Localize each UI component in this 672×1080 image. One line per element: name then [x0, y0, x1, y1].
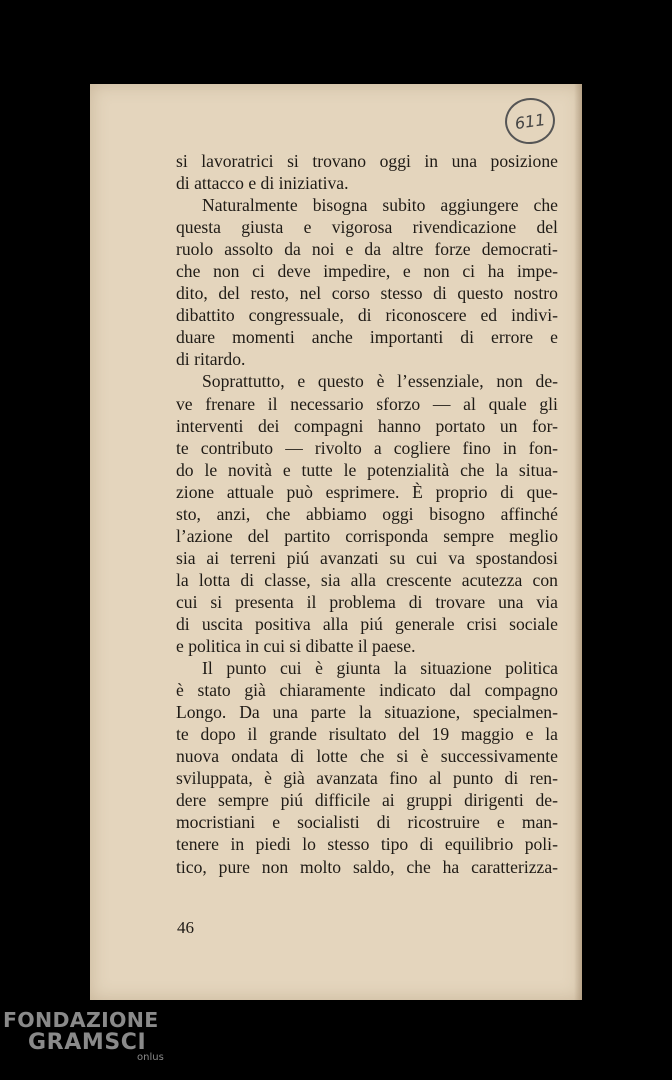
text-line: te contributo — rivolto a cogliere fino in fon-: [176, 437, 558, 458]
text-line: Il punto cui è giunta la situazione politica: [202, 658, 558, 679]
text-line: interventi dei compagni hanno portato un for-: [176, 415, 558, 436]
text-line: sviluppata, è già avanzata fino al punto di ren-: [176, 768, 558, 789]
text-line: di ritardo.: [176, 349, 246, 370]
text-line: e politica in cui si dibatte il paese.: [176, 636, 416, 657]
text-line: ve frenare il necessario sforzo — al quale gli: [176, 393, 558, 414]
text-line: sia ai terreni piú avanzati su cui va spostandosi: [176, 547, 558, 568]
text-line: dibattito congressuale, di riconoscere ed indivi-: [176, 305, 558, 326]
text-line: te dopo il grande risultato del 19 maggio e la: [176, 724, 558, 745]
text-line: tico, pure non molto saldo, che ha caratterizza-: [176, 856, 558, 877]
text-line: duare momenti anche importanti di errore e: [176, 327, 558, 348]
text-line: Longo. Da una parte la situazione, specialmen-: [176, 702, 558, 723]
text-line: mocristiani e socialisti di ricostruire e man-: [176, 812, 558, 833]
text-line: questa giusta e vigorosa rivendicazione del: [176, 217, 558, 238]
page-number: 46: [177, 918, 194, 937]
text-line: do le novità e tutte le potenzialità che la situa-: [176, 459, 558, 480]
text-line: l’azione del partito corrisponda sempre meglio: [176, 525, 558, 546]
text-line: dere sempre piú difficile ai gruppi dirigenti de-: [176, 790, 558, 811]
logo-fondazione: FONDAZIONE: [3, 1008, 159, 1032]
logo-gramsci: GRAMSCI: [28, 1030, 147, 1055]
logo-onlus: onlus: [137, 1052, 164, 1063]
folio-number: 611: [513, 109, 547, 133]
text-line: è stato già chiaramente indicato dal compagno: [176, 680, 558, 701]
text-line: Naturalmente bisogna subito aggiungere che: [202, 195, 558, 216]
text-line: ruolo assolto da noi e da altre forze democrati-: [176, 239, 558, 260]
text-line: di uscita positiva alla piú generale crisi sociale: [176, 613, 558, 634]
text-line: Soprattutto, e questo è l’essenziale, non de-: [202, 371, 558, 392]
text-line: nuova ondata di lotte che si è successivamente: [176, 746, 558, 767]
text-line: tenere in piedi lo stesso tipo di equilibrio poli-: [176, 834, 558, 855]
text-line: cui si presenta il problema di trovare una via: [176, 591, 558, 612]
text-line: si lavoratrici si trovano oggi in una posizione: [176, 151, 558, 171]
text-line: che non ci deve impedire, e non ci ha impe-: [176, 261, 558, 282]
text-line: zione attuale può esprimere. È proprio di que-: [176, 481, 558, 502]
text-line: sto, anzi, che abbiamo oggi bisogno affinché: [176, 503, 558, 524]
text-line: dito, del resto, nel corso stesso di questo nostro: [176, 283, 558, 304]
text-line: la lotta di classe, sia alla crescente acutezza con: [176, 569, 558, 590]
text-line: di attacco e di iniziativa.: [176, 173, 349, 194]
body-text: [176, 150, 558, 878]
